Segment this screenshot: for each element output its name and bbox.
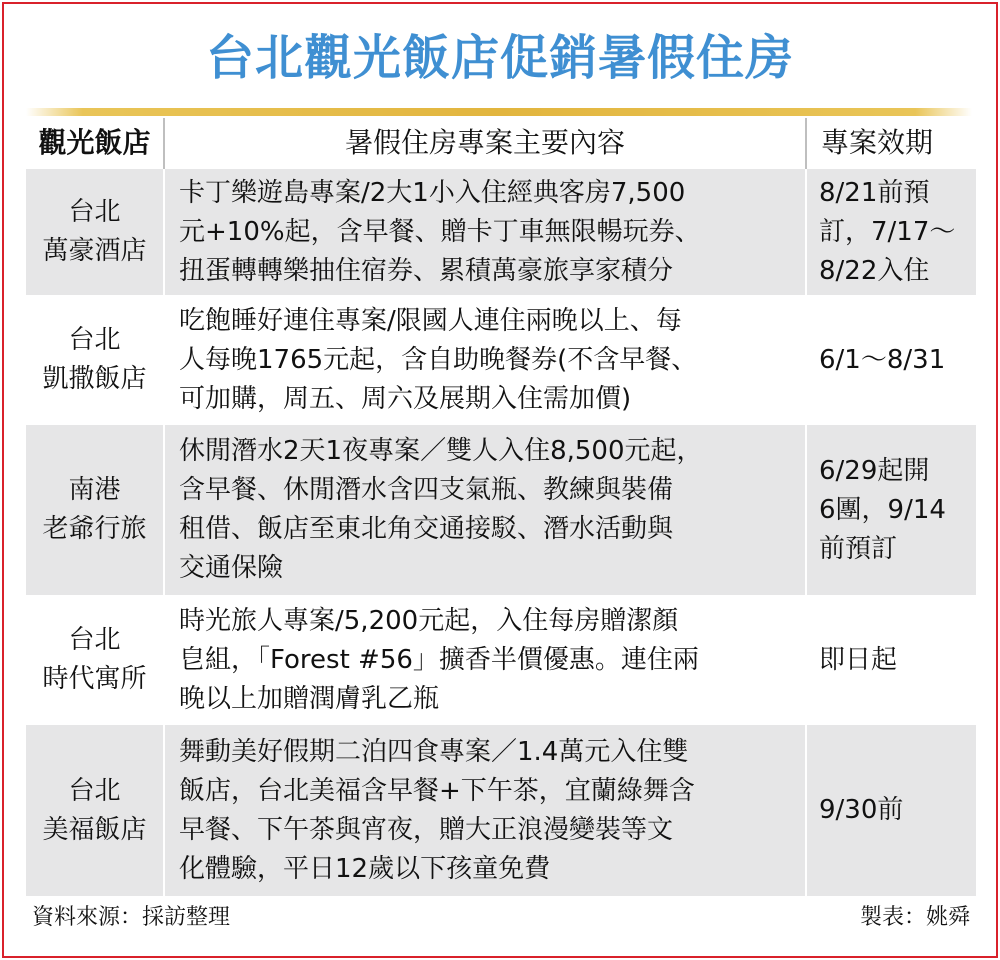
hotel-name (26, 724, 164, 896)
table-row (26, 724, 976, 896)
period-line: 8/22入住 (819, 255, 930, 286)
content-line: 舞動美好假期二泊四食專案／1.4萬元入住雙 (179, 736, 689, 767)
content-line: 元+10%起，含早餐、贈卡丁車無限暢玩券、 (179, 216, 701, 247)
promo-content (164, 424, 806, 596)
period-line: 6團，9/14 (819, 494, 946, 525)
content-line: 扭蛋轉轉樂抽住宿券、累積萬豪旅享家積分 (179, 255, 674, 286)
period-line: 6/1～8/31 (819, 344, 946, 375)
hotel-name-line: 台北 (68, 625, 121, 655)
source-note: 資料來源：採訪整理 (32, 905, 231, 930)
promo-period (806, 296, 976, 424)
content-line: 晚以上加贈潤膚乳乙瓶 (179, 683, 440, 714)
content-line: 租借、飯店至東北角交通接駁、潛水活動與 (179, 514, 674, 544)
period-line: 訂，7/17～ (819, 216, 956, 247)
hotel-name-line: 南港 (68, 475, 121, 505)
period-line: 前預訂 (819, 533, 898, 564)
header-period: 專案效期 (806, 118, 976, 168)
hotel-name (26, 168, 164, 296)
content-line: 時光旅人專案/5,200元起，入住每房贈潔顏 (179, 605, 679, 636)
table-row (26, 596, 976, 724)
credit-note: 製表：姚舜 (859, 905, 970, 930)
hotel-name-line: 台北 (68, 197, 121, 227)
hotel-name-line: 台北 (68, 775, 121, 806)
content-line: 休閒潛水2天1夜專案／雙人入住8,500元起， (179, 436, 703, 466)
header-hotel: 觀光飯店 (26, 118, 164, 168)
content-line: 早餐、下午茶與宵夜，贈大正浪漫變裝等文 (179, 814, 674, 845)
promo-content (164, 168, 806, 296)
table-row (26, 424, 976, 596)
hotel-name-line: 時代寓所 (42, 664, 147, 694)
content-line: 吃飽睡好連住專案/限國人連住兩晚以上、每 (179, 305, 682, 336)
period-line: 8/21前預 (819, 177, 930, 208)
content-line: 交通保險 (179, 553, 284, 583)
page-title: 台北觀光飯店促銷暑假住房 (205, 30, 794, 86)
period-line: 6/29起開 (819, 455, 930, 486)
period-line: 9/30前 (819, 795, 904, 825)
content-line: 含早餐、休閒潛水含四支氣瓶、教練與裝備 (179, 475, 674, 505)
table-row (26, 296, 976, 424)
promo-content (164, 724, 806, 896)
promo-period (806, 424, 976, 596)
hotel-name (26, 296, 164, 424)
content-line: 化體驗，平日12歲以下孩童免費 (179, 853, 551, 884)
promo-period (806, 168, 976, 296)
content-line: 飯店，台北美福含早餐+下午茶，宜蘭綠舞含 (179, 775, 695, 806)
hotel-name-line: 萬豪酒店 (42, 236, 147, 266)
table-row (26, 168, 976, 296)
hotel-name-line: 台北 (68, 325, 121, 355)
promo-period (806, 596, 976, 724)
hotel-name (26, 596, 164, 724)
header-content: 暑假住房專案主要內容 (164, 118, 806, 168)
content-line: 卡丁樂遊島專案/2大1小入住經典客房7,500 (179, 177, 686, 208)
promo-content (164, 296, 806, 424)
promotion-table (26, 118, 976, 896)
promo-content (164, 596, 806, 724)
content-line: 皀組，「Forest #56」擴香半價優惠。連住兩 (179, 644, 699, 675)
table-header-row (26, 118, 976, 168)
period-line: 即日起 (819, 644, 898, 675)
hotel-name-line: 美福飯店 (42, 814, 147, 845)
hotel-name (26, 424, 164, 596)
hotel-name-line: 老爺行旅 (42, 514, 147, 544)
content-line: 人每晚1765元起，含自助晚餐券(不含早餐、 (179, 344, 698, 375)
content-line: 可加購，周五、周六及展期入住需加價) (179, 383, 632, 414)
title-divider (26, 108, 972, 116)
hotel-name-line: 凱撒飯店 (42, 364, 147, 394)
promo-period (806, 724, 976, 896)
